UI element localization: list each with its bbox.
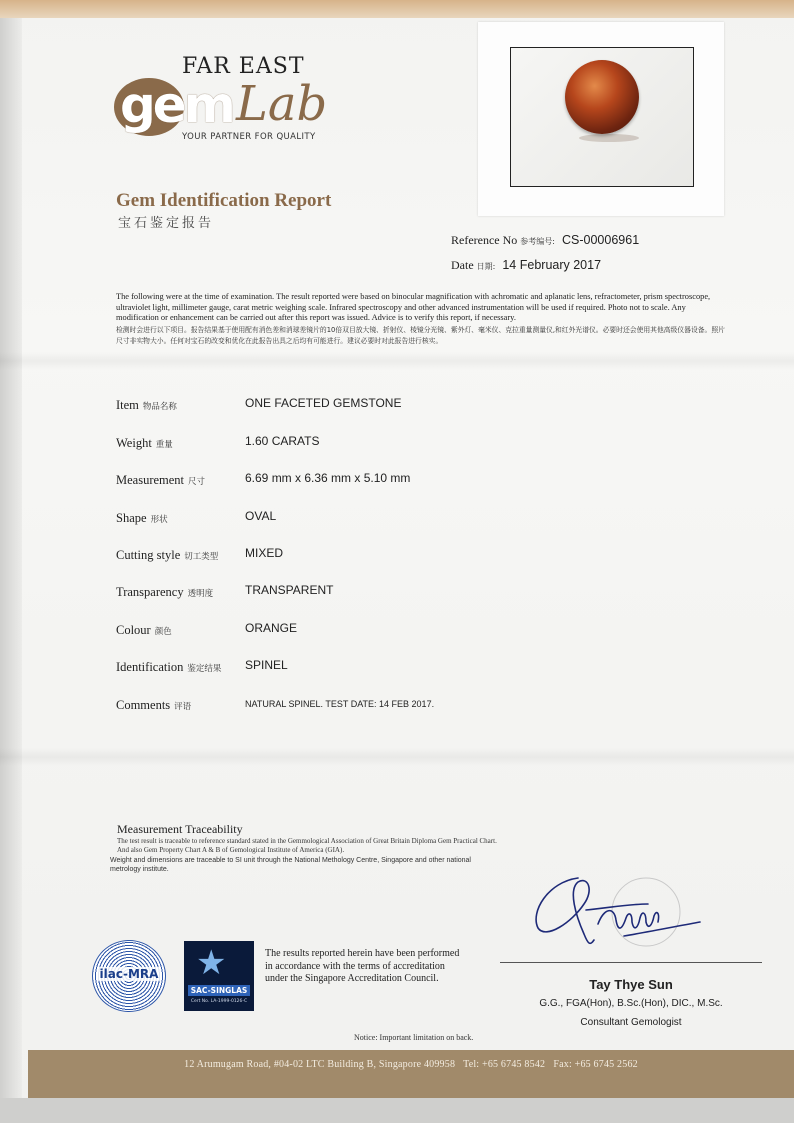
label-en: Item	[116, 398, 139, 412]
detail-label	[116, 660, 221, 675]
detail-row-measurement	[116, 471, 716, 491]
sac-singlas-badge	[184, 941, 254, 1011]
accreditation-statement: The results reported herein have been performed in accordance with the terms of accreditation under the Singapore Accreditation Council.	[265, 948, 460, 984]
detail-label	[116, 698, 191, 713]
detail-label	[116, 511, 168, 526]
detail-row-shape	[116, 509, 716, 529]
signature-icon	[528, 864, 708, 956]
footer-address: 12 Arumugam Road, #04-02 LTC Building B, Singapore 409958	[184, 1059, 456, 1070]
label-en: Measurement	[116, 473, 185, 487]
detail-label	[116, 436, 173, 451]
footer-fax: Fax: +65 6745 2562	[553, 1059, 638, 1070]
ilac-mra-label: ilac-MRA	[97, 967, 161, 981]
date-label-cn: 日期:	[476, 262, 496, 271]
detail-row-cutting-style	[116, 546, 716, 566]
ilac-mra-badge	[92, 940, 166, 1012]
detail-value: ORANGE	[245, 621, 298, 635]
detail-row-weight	[116, 434, 716, 454]
detail-label	[116, 623, 172, 638]
fold-line	[0, 352, 794, 370]
date-label: Date	[451, 258, 474, 272]
star-icon: ★	[196, 945, 227, 982]
label-en: Comments	[116, 698, 171, 712]
label-cn: 形状	[150, 515, 168, 525]
disclaimer-text-cn: 检测时会进行以下项目。报告结果基于使用配有消色差和消球差镜片的10倍双目放大镜、折射仪、棱镜分光镜、紫外灯、毫米仪、克拉重量测量仪,和红外光谱仪。必要时还会使用其他高级仪器设备。照片尺寸非实物大小。任何对宝石的改变和优化在此报告出具之后均有可能进行。建议必要时对此报告进行核实。	[116, 326, 725, 345]
label-en: Shape	[116, 511, 147, 525]
paper-left-edge	[0, 18, 22, 1098]
date-row	[451, 258, 601, 273]
limitation-notice: Notice: Important limitation on back.	[354, 1033, 474, 1042]
detail-label	[116, 398, 177, 413]
detail-value: SPINEL	[245, 658, 288, 672]
traceability-title: Measurement Traceability	[117, 822, 243, 836]
label-en: Identification	[116, 660, 184, 674]
reference-value: CS-00006961	[562, 233, 640, 247]
detail-value: OVAL	[245, 509, 277, 523]
footer-bar	[28, 1050, 794, 1098]
label-cn: 切工类型	[184, 552, 219, 562]
footer-contact	[28, 1059, 794, 1070]
reference-label-cn: 参考编号:	[520, 237, 555, 246]
reference-label: Reference No	[451, 233, 518, 247]
detail-value: NATURAL SPINEL. TEST DATE: 14 FEB 2017.	[245, 699, 435, 709]
signatory-name: Tay Thye Sun	[589, 977, 673, 992]
sac-cert-number: Cert No. LA-1999-0126-C	[190, 999, 248, 1004]
detail-label	[116, 548, 218, 563]
detail-value: ONE FACETED GEMSTONE	[245, 396, 402, 410]
detail-row-item	[116, 396, 716, 416]
label-cn: 重量	[155, 440, 173, 450]
top-edge	[0, 0, 794, 18]
gem-photo-frame	[510, 47, 694, 187]
detail-label	[116, 473, 205, 488]
disclaimer-text: The following were at the time of examination. The result reported were based on binocular magnification with achromatic and aplanatic lens, refractometer, prism spectroscope, ultraviolet light, millimeter gauge, carat metric weighing scale. Infrared spectroscopy and other advanced instrumentation will be used if required. Photo not to scale. Any modification or enhancement can be carried out after this report was issued. Advice is to verify this report, if necessary.	[116, 292, 711, 323]
far-east-gemlab-logo	[112, 52, 332, 152]
traceability-text: The test result is traceable to reference standard stated in the Gemmological Association of Great Britain Diploma Gem Practical Chart. And also Gem Property Chart A & B of Gemological Institute of America (GIA).	[117, 837, 497, 854]
detail-row-identification	[116, 658, 716, 678]
detail-label	[116, 585, 213, 600]
label-cn: 鉴定结果	[187, 664, 222, 674]
detail-value: 6.69 mm x 6.36 mm x 5.10 mm	[245, 471, 411, 485]
signatory-qualifications: G.G., FGA(Hon), B.Sc.(Hon), DIC., M.Sc.	[539, 998, 723, 1009]
label-en: Weight	[116, 436, 152, 450]
date-value: 14 February 2017	[502, 258, 602, 272]
sac-singlas-label: SAC-SINGLAS	[188, 985, 250, 996]
label-cn: 尺寸	[188, 477, 206, 487]
logo-tagline: YOUR PARTNER FOR QUALITY	[182, 132, 316, 142]
label-cn: 评语	[174, 702, 192, 712]
logo-gem: gem	[120, 76, 233, 134]
detail-row-colour	[116, 621, 716, 641]
signature-line	[500, 962, 762, 963]
label-en: Transparency	[116, 585, 184, 599]
detail-value: 1.60 CARATS	[245, 434, 320, 448]
detail-row-comments	[116, 696, 716, 716]
label-cn: 物品名称	[142, 402, 177, 412]
detail-value: TRANSPARENT	[245, 583, 334, 597]
report-title-cn: 宝石鉴定报告	[118, 216, 215, 231]
logo-far-east: FAR EAST	[182, 54, 305, 79]
gem-photo-card	[478, 22, 724, 216]
gem-shadow	[579, 134, 639, 142]
logo-lab: Lab	[236, 76, 328, 132]
report-title: Gem Identification Report	[116, 190, 332, 211]
traceability-text-si: Weight and dimensions are traceable to SI unit through the National Methology Centre, Singapore and other national metrology institute.	[110, 857, 471, 873]
detail-value: MIXED	[245, 546, 284, 560]
reference-row	[451, 233, 639, 248]
footer-tel: Tel: +65 6745 8542	[463, 1059, 546, 1070]
fold-line	[0, 748, 794, 766]
label-en: Colour	[116, 623, 151, 637]
gemstone-photo	[565, 60, 639, 134]
label-en: Cutting style	[116, 548, 181, 562]
detail-row-transparency	[116, 583, 716, 603]
label-cn: 透明度	[187, 589, 214, 599]
signatory-role: Consultant Gemologist	[580, 1017, 682, 1028]
bottom-edge	[0, 1098, 794, 1123]
label-cn: 颜色	[154, 627, 172, 637]
